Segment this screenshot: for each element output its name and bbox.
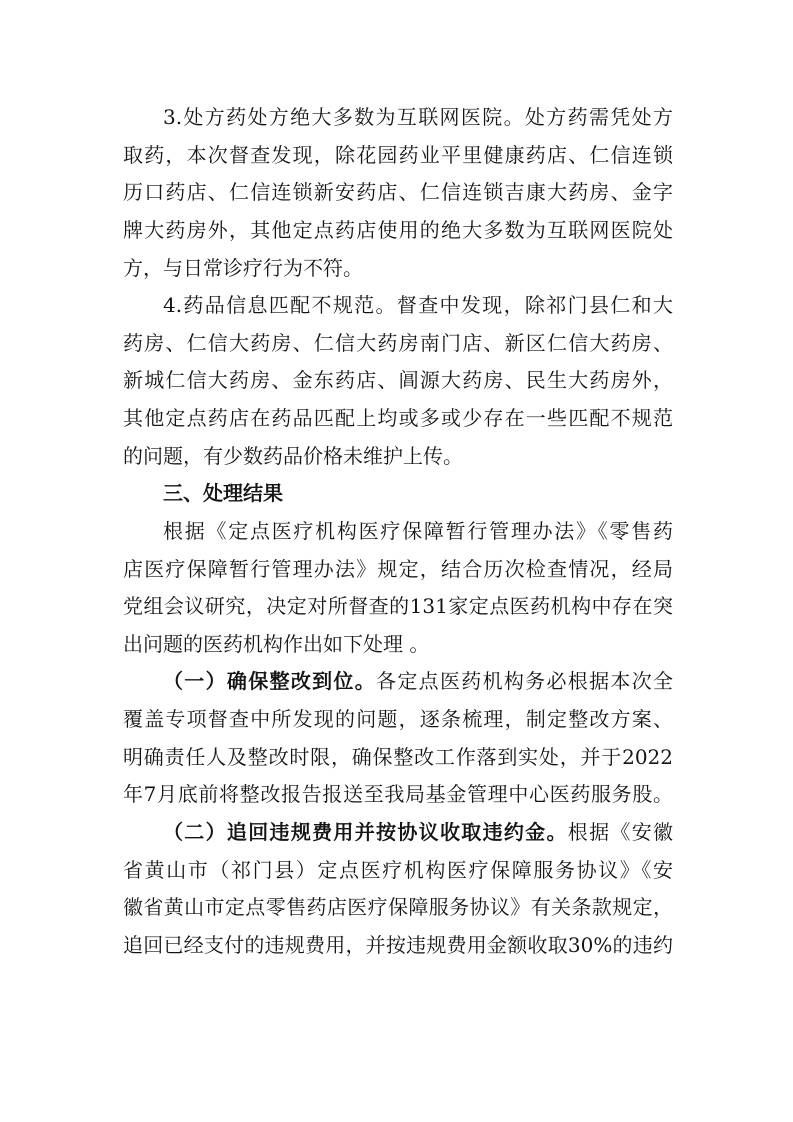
line-text: 出问题的医药机构作出如下处理 。 [123,631,430,656]
line-text: 药房、仁信大药房、仁信大药房南门店、新区仁信大药房、 [123,330,673,355]
line-text: 追回已经支付的违规费用，并按违规费用金额收取30%的违约 [123,932,673,957]
paragraph-3-line-2 [123,137,673,175]
line-text: 覆盖专项督查中所发现的问题，逐条梳理，制定整改方案、 [123,707,673,731]
line-text: 根据《定点医疗机构医疗保障暂行管理办法》《零售药 [163,518,673,543]
section-heading [123,475,673,513]
line-text: 各定点医药机构务必根据本次全 [376,669,673,694]
item-1-heading: （一）确保整改到位。 [163,669,377,694]
line-text: 明确责任人及整改时限，确保整改工作落到实处，并于2022 [123,744,673,769]
item-1-line-4 [123,776,673,814]
line-text: 徽省黄山市定点零售药店医疗保障服务协议》有关条款规定， [123,895,673,920]
line-text: 店医疗保障暂行管理办法》规定，结合历次检查情况，经局 [123,556,673,581]
item-2-heading: （二）追回违规费用并按协议收取违约金。 [163,819,568,844]
item-1-line-2 [123,701,673,739]
item-2-line-3 [123,889,673,927]
intro-paragraph-line-1 [123,513,673,551]
line-text: 年7月底前将整改报告报送至我局基金管理中心医药服务股。 [123,782,673,807]
paragraph-4-line-1 [123,287,673,325]
document-body [123,99,673,964]
paragraph-3-line-4 [123,212,673,250]
line-text: 3.处方药处方绝大多数为互联网医院。处方药需凭处方 [163,105,673,129]
intro-paragraph-line-2 [123,551,673,589]
line-text: 新城仁信大药房、金东药店、阊源大药房、民生大药房外， [123,368,673,393]
line-text: 方，与日常诊疗行为不符。 [123,255,363,280]
paragraph-4-line-5 [123,438,673,476]
line-text: 党组会议研究，决定对所督查的131家定点医药机构中存在突 [123,594,673,619]
intro-paragraph-line-4 [123,626,673,664]
line-text: 其他定点药店在药品匹配上均或多或少存在一些匹配不规范 [123,406,673,430]
item-1-line-1 [123,663,673,701]
line-text: 4.药品信息匹配不规范。督查中发现，除祁门县仁和大 [163,293,673,318]
paragraph-3-line-3 [123,174,673,212]
intro-paragraph-line-3 [123,588,673,626]
paragraph-3-line-1 [123,99,673,137]
paragraph-3-line-5 [123,250,673,288]
item-2-line-4 [123,927,673,965]
line-text: 历口药店、仁信连锁新安药店、仁信连锁吉康大药房、金字 [123,180,673,205]
line-text: 牌大药房外，其他定点药店使用的绝大多数为互联网医院处 [123,217,673,242]
line-text: 的问题，有少数药品价格未维护上传。 [123,443,463,468]
paragraph-4-line-3 [123,362,673,400]
paragraph-4-line-4 [123,400,673,438]
line-text: 根据《安徽 [567,819,673,844]
item-2-line-1 [123,814,673,852]
paragraph-4-line-2 [123,325,673,363]
line-text: 取药，本次督查发现，除花园药业平里健康药店、仁信连锁 [123,142,673,167]
section-heading-text: 三、处理结果 [163,481,283,506]
line-text: 省黄山市（祁门县）定点医疗机构医疗保障服务协议》《安 [123,857,673,882]
item-2-line-2 [123,852,673,890]
item-1-line-3 [123,739,673,777]
